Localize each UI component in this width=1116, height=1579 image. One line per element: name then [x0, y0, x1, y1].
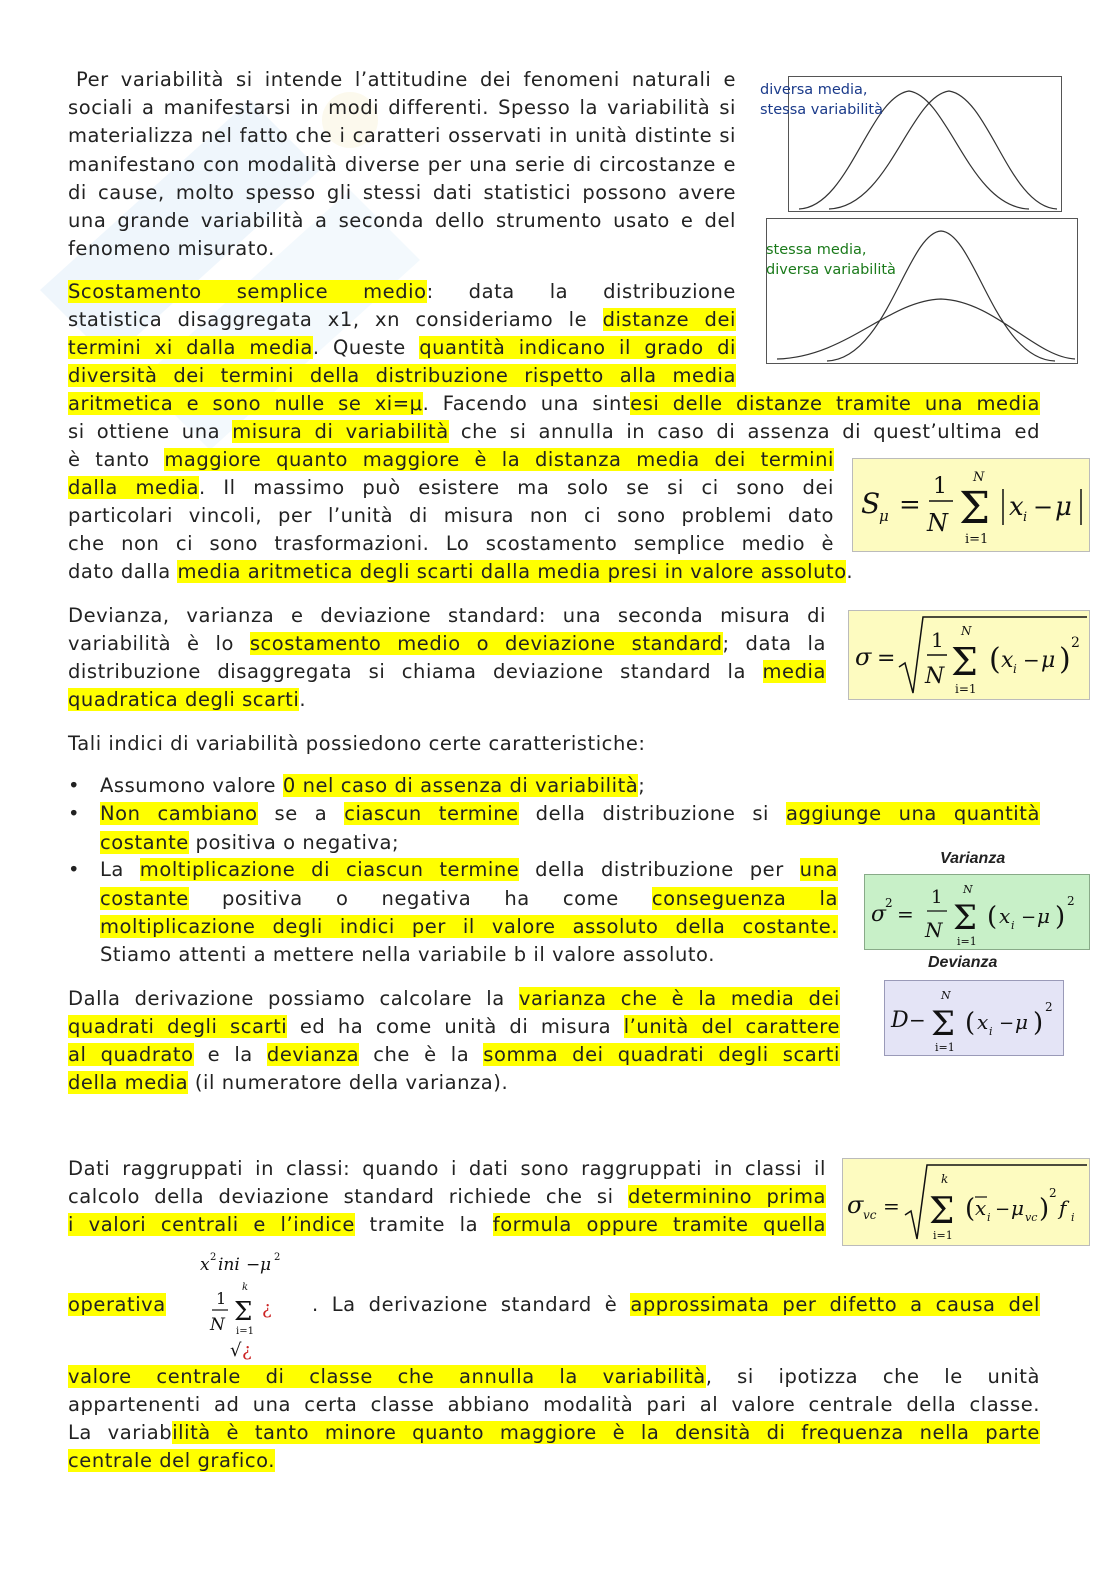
text-span: positiva o negativa ha come	[188, 887, 652, 910]
svg-text:2: 2	[1045, 1000, 1053, 1014]
svg-text:μ: μ	[879, 507, 889, 525]
svg-text:): )	[1059, 642, 1071, 677]
text-span: : data la distribuzione	[426, 280, 736, 303]
bullet-marker: •	[68, 858, 80, 881]
p2-line2	[68, 306, 736, 334]
p2-line10	[68, 530, 834, 558]
highlight-term: costante	[100, 887, 189, 910]
p2-line4	[68, 362, 736, 390]
formula-scostamento	[852, 458, 1090, 552]
highlight-term: Non cambiano	[100, 802, 258, 825]
bullet-marker: •	[68, 802, 80, 825]
highlight-term: scostamento medio o deviazione standard	[249, 632, 723, 655]
highlight-term: dalla media	[68, 476, 199, 499]
p6-line6	[68, 1391, 1040, 1419]
highlight-term: della media	[68, 1071, 189, 1094]
svg-text:−: −	[995, 1199, 1011, 1220]
text-span: statistica disaggregata x1, xn consideriamo le	[68, 308, 603, 331]
highlight-term: quantità indicano il grado di	[419, 336, 736, 359]
bullet-item-2-line1	[100, 800, 1040, 828]
text-span: è tanto	[68, 448, 165, 471]
svg-text:): )	[1055, 902, 1066, 932]
svg-text:i=1: i=1	[965, 532, 989, 547]
text-span: si ottiene una	[68, 420, 233, 443]
svg-text:i=1: i=1	[935, 1041, 955, 1054]
text-span: (il numeratore della varianza).	[188, 1071, 509, 1094]
svg-text:vc: vc	[863, 1208, 877, 1222]
p2-line1	[68, 278, 736, 306]
highlight-term: valore centrale di classe che annulla la variabilità	[68, 1365, 706, 1388]
svg-text:D: D	[891, 1008, 909, 1033]
svg-text:x: x	[1009, 492, 1024, 522]
svg-text:=: =	[899, 490, 921, 520]
svg-text:i: i	[1013, 662, 1017, 676]
svg-text:i: i	[987, 1211, 991, 1224]
p6-line5	[68, 1363, 1040, 1391]
text-span: ed ha come unità di misura	[287, 1015, 624, 1038]
highlight-term: i valori centrali e l’indice	[68, 1213, 355, 1236]
svg-text:Σ: Σ	[931, 1004, 956, 1044]
text-span: distribuzione disaggregata si chiama deviazione standard la	[68, 660, 763, 683]
p3-line1	[68, 602, 826, 630]
figure-top-label	[760, 80, 883, 120]
text-span: che non ci sono trasformazioni. Lo scostamento semplice medio è	[68, 532, 834, 555]
svg-text:μ: μ	[260, 1255, 272, 1275]
svg-text:N: N	[963, 883, 973, 896]
highlight-term: approssimata per difetto a causa del	[630, 1293, 1040, 1316]
text-span: dato dalla	[68, 560, 178, 583]
svg-text:Σ: Σ	[929, 1191, 955, 1232]
svg-text:−: −	[909, 1008, 926, 1032]
svg-text:N: N	[973, 470, 985, 485]
text-span: Assumono valore	[100, 774, 283, 797]
formula-deviazione	[848, 610, 1090, 700]
highlight-term: distanze dei	[602, 308, 737, 331]
svg-text:2: 2	[1067, 894, 1075, 908]
highlight-term: una	[799, 858, 838, 881]
svg-text:N: N	[210, 1315, 225, 1335]
formula-operativa	[196, 1246, 296, 1362]
highlight-term: diversità dei termini della distribuzione rispetto alla media	[68, 364, 736, 387]
highlight-term: varianza che è la media dei	[518, 987, 840, 1010]
svg-text:Σ: Σ	[951, 640, 978, 684]
formula-deviazione-text	[0, 0, 1, 1]
svg-text:μ: μ	[1015, 1010, 1028, 1034]
svg-text:=: =	[897, 902, 914, 926]
svg-text:N: N	[961, 624, 972, 638]
svg-text:x: x	[999, 904, 1011, 928]
highlight-term: esi delle distanze tramite una media	[630, 392, 1040, 415]
p6-line4-start	[68, 1291, 188, 1319]
text-span: . Queste	[312, 336, 420, 359]
figure-bottom-label-line2: diversa variabilità	[766, 262, 896, 278]
text-span: La variab	[68, 1421, 173, 1444]
text-span: appartenenti ad una certa classe abbiano modalità pari al valore centrale della classe.	[68, 1393, 1040, 1416]
svg-text:1: 1	[931, 628, 944, 652]
svg-text:−: −	[1021, 907, 1037, 928]
svg-text:σ: σ	[855, 643, 872, 671]
p2-line6	[68, 418, 1040, 446]
highlight-term: termini xi dalla media	[68, 336, 313, 359]
svg-text:=: =	[883, 1194, 900, 1218]
highlight-term: maggiore quanto maggiore è la distanza media dei termini	[164, 448, 834, 471]
p2-line7	[68, 446, 834, 474]
formula-classi-text	[0, 0, 1, 1]
formula-operativa-text	[0, 0, 1, 1]
highlight-term: somma dei quadrati degli scarti	[483, 1043, 840, 1066]
svg-text:ini: ini	[218, 1255, 240, 1275]
svg-text:2: 2	[885, 896, 893, 910]
highlight-term: 0 nel caso di assenza di variabilità	[282, 774, 639, 797]
p3-line2	[68, 630, 826, 658]
formula-varianza-text	[0, 0, 1, 1]
figure-top-label-line1: diversa media,	[760, 82, 868, 98]
highlight-term: quadratica degli scarti	[68, 688, 300, 711]
text-span: ; data la	[722, 632, 826, 655]
text-span: . La derivazione standard è	[312, 1293, 631, 1316]
p6-line7	[68, 1419, 1040, 1447]
p6-line1	[68, 1155, 826, 1183]
svg-text:Σ: Σ	[953, 898, 978, 938]
formula-devianza	[884, 980, 1064, 1056]
svg-text:k: k	[941, 1172, 949, 1186]
varianza-title: Varianza	[940, 850, 1006, 867]
text-span: Dati raggruppati in classi: quando i dati sono raggruppati in classi il	[68, 1157, 826, 1180]
bullet-item-3-line4	[100, 941, 838, 969]
text-span: tramite la	[354, 1213, 493, 1236]
svg-text:x: x	[200, 1255, 210, 1275]
svg-text:1: 1	[931, 887, 943, 908]
svg-text:1: 1	[933, 474, 947, 499]
svg-text:μ: μ	[1041, 648, 1056, 673]
svg-text:(: (	[989, 642, 1001, 677]
svg-text:vc: vc	[1025, 1211, 1038, 1224]
svg-text:f: f	[1059, 1196, 1067, 1220]
highlight-term: quadrati degli scarti	[68, 1015, 288, 1038]
svg-text:σ: σ	[871, 902, 887, 927]
formula-devianza-text	[0, 0, 1, 1]
p5-line4	[68, 1069, 840, 1097]
svg-text:k: k	[242, 1282, 249, 1293]
formula-devianza-svg	[885, 981, 1063, 1055]
paragraph-intro: Per variabilità si intende l’attitudine dei fenomeni naturali e sociali a manifestarsi in modi differenti. Spesso la variabilità si materializza nel fatto che i caratteri osservati in unità distinte si manifestano con modalità diverse per una serie di circostanze e di cause, molto spesso gli stessi dati statistici possono avere una grande variabilità a seconda dello strumento usato e del fenomeno misurato.	[68, 68, 736, 261]
p2-line3	[68, 334, 736, 362]
svg-text:N: N	[941, 989, 951, 1002]
formula-classi-svg	[843, 1159, 1089, 1245]
highlight-term: ciascun termine	[344, 802, 519, 825]
svg-text:i=1: i=1	[236, 1326, 254, 1337]
text-span: Stiamo attenti a mettere nella variabile b il valore assoluto.	[100, 943, 715, 966]
bullet-item-3-line3	[100, 913, 838, 941]
p3-line3	[68, 658, 826, 686]
highlight-term: formula oppure tramite quella	[492, 1213, 827, 1236]
p6-line4-end	[312, 1291, 1040, 1319]
svg-text:=: =	[877, 646, 896, 671]
svg-text:−: −	[999, 1013, 1015, 1034]
svg-text:Σ: Σ	[959, 483, 991, 534]
figure-bottom-label	[766, 240, 896, 280]
svg-text:x: x	[977, 1010, 989, 1034]
formula-varianza	[864, 874, 1090, 950]
text-span: positiva o negativa;	[188, 831, 400, 854]
highlight-term: devianza	[266, 1043, 360, 1066]
p6-line2	[68, 1183, 826, 1211]
highlight-term: misura di variabilità	[232, 420, 449, 443]
p3-line4	[68, 686, 826, 714]
svg-text:(: (	[965, 1194, 976, 1224]
highlight-term: moltiplicazione di ciascun termine	[139, 858, 520, 881]
bullet-item-3-line1	[100, 856, 838, 884]
text-span: particolari vincoli, per l’unità di misura non ci sono problemi dato	[68, 504, 834, 527]
p6-line3	[68, 1211, 826, 1239]
svg-text:μ: μ	[1055, 492, 1072, 522]
svg-text:−: −	[1033, 493, 1054, 521]
text-span: se a	[257, 802, 345, 825]
highlight-term: centrale del grafico.	[68, 1449, 275, 1472]
highlight-term: al quadrato	[68, 1043, 194, 1066]
svg-text:x: x	[975, 1196, 987, 1220]
text-span: e la	[193, 1043, 267, 1066]
svg-text:N: N	[925, 664, 945, 689]
text-span: Devianza, varianza e deviazione standard: una seconda misura di	[68, 604, 826, 627]
svg-text:i=1: i=1	[957, 935, 977, 948]
text-span: che si annulla in caso di assenza di quest’ultima ed	[448, 420, 1040, 443]
text-span: che è la	[359, 1043, 484, 1066]
svg-text:¿: ¿	[262, 1298, 272, 1319]
svg-text:N: N	[927, 509, 948, 537]
highlight-term: Scostamento semplice medio	[68, 280, 427, 303]
text-span: La	[100, 858, 140, 881]
svg-text:−: −	[246, 1255, 261, 1275]
text-span: della distribuzione per	[519, 858, 800, 881]
svg-text:(: (	[965, 1008, 976, 1038]
formula-deviazione-svg	[849, 611, 1089, 699]
text-span: . Il massimo può esistere ma solo se si ci sono dei	[198, 476, 834, 499]
svg-text:μ: μ	[1037, 904, 1050, 928]
svg-text:√: √	[230, 1340, 242, 1361]
svg-text:x: x	[1001, 648, 1014, 673]
svg-text:2: 2	[274, 1252, 281, 1263]
svg-text:¿: ¿	[242, 1340, 252, 1361]
text-span: . Facendo una sint	[422, 392, 631, 415]
text-span: Dalla derivazione possiamo calcolare la	[68, 987, 519, 1010]
svg-text:i: i	[1071, 1211, 1075, 1224]
highlight-term: aggiunge una quantità	[786, 802, 1040, 825]
highlight-term: costante	[100, 831, 189, 854]
svg-text:Σ: Σ	[234, 1297, 253, 1327]
devianza-title: Devianza	[928, 954, 998, 971]
svg-text:): )	[1033, 1008, 1044, 1038]
highlight-term: l’unità del carattere	[623, 1015, 840, 1038]
text-span: calcolo della deviazione standard richiede che si	[68, 1185, 628, 1208]
figure-bottom-label-line1: stessa media,	[766, 242, 867, 258]
p5-line1	[68, 985, 840, 1013]
p2-line11	[68, 558, 968, 586]
text-span: Tali indici di variabilità possiedono certe caratteristiche:	[68, 732, 646, 755]
svg-text:i: i	[1023, 510, 1028, 525]
svg-text:2: 2	[210, 1252, 217, 1263]
p5-line3	[68, 1041, 840, 1069]
text-span: ;	[638, 774, 646, 797]
svg-text:μ: μ	[1011, 1196, 1024, 1220]
highlight-term: ilità è tanto minore quanto maggiore è la densità di frequenza nella parte	[172, 1421, 1040, 1444]
highlight-term: determinino prima	[627, 1185, 827, 1208]
bullet-item-1	[100, 772, 1040, 800]
formula-varianza-svg	[865, 875, 1089, 949]
svg-text:2: 2	[1049, 1186, 1057, 1200]
p6-line8	[68, 1447, 1040, 1475]
formula-classi	[842, 1158, 1090, 1246]
highlight-term: operativa	[68, 1293, 166, 1316]
svg-text:i: i	[989, 1025, 993, 1038]
bullet-item-3-line2	[100, 885, 838, 913]
highlight-term: moltiplicazione degli indici per il valore assoluto della costante.	[100, 915, 838, 938]
highlight-term: conseguenza la	[651, 887, 838, 910]
svg-text:1: 1	[216, 1289, 227, 1308]
p2-line8	[68, 474, 834, 502]
svg-text:i=1: i=1	[933, 1229, 953, 1242]
p2-line5	[68, 390, 1040, 418]
text-span: , si ipotizza che le unità	[705, 1365, 1040, 1388]
bullet-marker: •	[68, 774, 80, 797]
highlight-term: media	[762, 660, 826, 683]
svg-text:): )	[1039, 1194, 1050, 1224]
paragraph-caratteristiche	[68, 730, 868, 758]
text-span: variabilità è lo	[68, 632, 250, 655]
svg-text:2: 2	[1071, 635, 1080, 651]
text-span: della distribuzione si	[518, 802, 786, 825]
highlight-term: aritmetica e sono nulle se xi=μ	[68, 392, 423, 415]
highlight-term: media aritmetica degli scarti dalla media presi in valore assoluto	[177, 560, 847, 583]
bullet-item-2-line2	[100, 829, 1040, 857]
figure-top-label-line2: stessa variabilità	[760, 102, 883, 118]
formula-scostamento-text	[0, 0, 1, 1]
formula-scostamento-svg	[853, 459, 1089, 551]
svg-text:N: N	[925, 918, 943, 942]
svg-text:i=1: i=1	[955, 682, 977, 696]
p5-line2	[68, 1013, 840, 1041]
svg-text:i: i	[1011, 919, 1015, 932]
svg-text:−: −	[1023, 648, 1040, 672]
svg-text:S: S	[861, 487, 881, 520]
text-span: .	[846, 560, 854, 583]
p2-line9	[68, 502, 834, 530]
text-span: .	[299, 688, 307, 711]
svg-text:σ: σ	[847, 1191, 864, 1219]
svg-text:(: (	[987, 902, 998, 932]
